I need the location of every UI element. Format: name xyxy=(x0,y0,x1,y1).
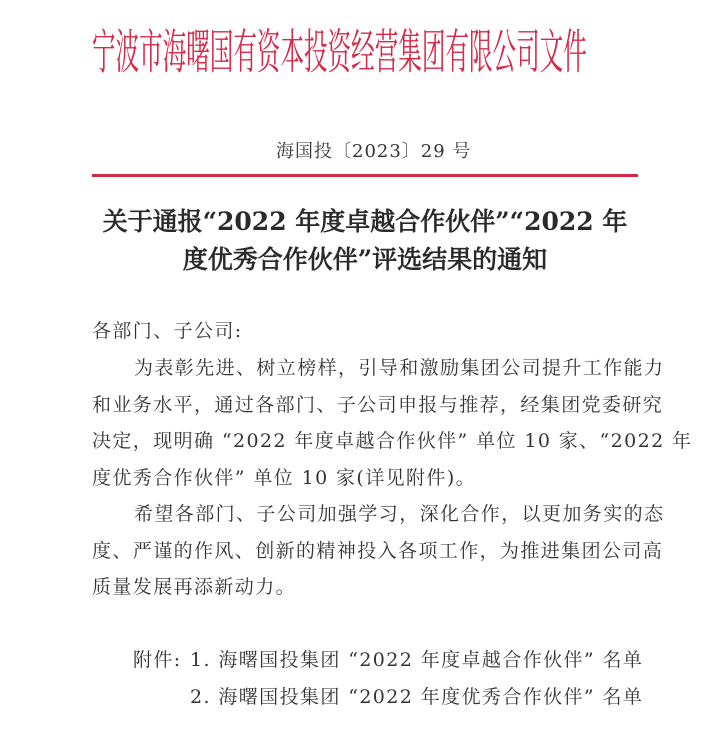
body-paragraph-1 xyxy=(92,350,693,496)
paragraph-line: 度、严谨的作风、创新的精神投入各项工作，为推进集团公司高 xyxy=(92,539,664,562)
paragraph-line: 质量发展再添新动力。 xyxy=(92,576,297,598)
notice-title-line-1: 关于通报“2022 年度卓越合作伙伴”“2022 年 xyxy=(102,207,628,236)
notice-title xyxy=(80,203,650,279)
paragraph-line: 为表彰先进、树立榜样，引导和激励集团公司提升工作能力 xyxy=(134,357,665,379)
body-paragraph-2 xyxy=(92,496,665,606)
attachments-label: 附件: xyxy=(133,649,182,671)
attachment-item-1 xyxy=(133,642,643,679)
paragraph-line: 度优秀合作伙伴” 单位 10 家(详见附件)。 xyxy=(92,466,477,489)
document-number: 海国投〔2023〕29 号 xyxy=(276,141,472,162)
notice-title-line-2: 度优秀合作伙伴”评选结果的通知 xyxy=(182,245,548,274)
paragraph-line: 和业务水平，通过各部门、子公司申报与推荐，经集团党委研究 xyxy=(92,393,664,416)
paragraph-line: 希望各部门、子公司加强学习，深化合作，以更加务实的态 xyxy=(134,503,665,525)
organization-header-title: 宁波市海曙国有资本投资经营集团有限公司文件 xyxy=(92,24,587,80)
red-divider-rule xyxy=(92,174,638,177)
attachment-text: 2. 海曙国投集团 “2022 年度优秀合作伙伴” 名单 xyxy=(190,686,644,708)
attachment-text: 1. 海曙国投集团 “2022 年度卓越合作伙伴” 名单 xyxy=(190,649,644,671)
attachment-item-2 xyxy=(133,679,643,716)
salutation: 各部门、子公司: xyxy=(92,320,243,342)
paragraph-line: 决定，现明确 “2022 年度卓越合作伙伴” 单位 10 家、“2022 年 xyxy=(92,430,693,452)
attachments-list xyxy=(133,642,643,716)
